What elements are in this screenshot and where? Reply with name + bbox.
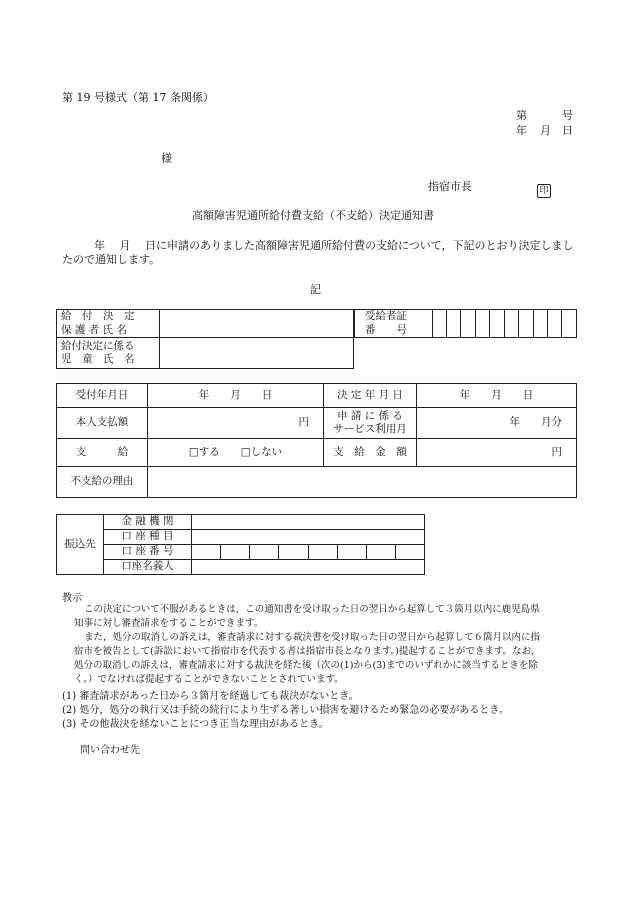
service-month-field[interactable]: 年 月分 <box>417 408 577 439</box>
payment-amount-field[interactable]: 円 <box>417 439 577 467</box>
notice-p2-line1: また，処分の取消しの訴えは，審査請求に対する裁決書を受け取った日の翌日から起算して６箇月以内に指 <box>84 632 541 643</box>
child-name-field[interactable] <box>160 338 354 369</box>
issuer: 指宿市長 <box>428 180 472 193</box>
recipient-table <box>56 309 354 369</box>
intro-line-2: たので通知します。 <box>62 253 161 266</box>
service-month-label: 申 請 に 係 る サービス利用月 <box>324 408 417 439</box>
child-name-label: 給付決定に係る 児 童 氏 名 <box>57 338 160 369</box>
date-day: 日 <box>562 124 573 137</box>
account-digit[interactable] <box>337 545 366 560</box>
account-digit[interactable] <box>308 545 337 560</box>
notice-p1-line2: 知事に対し審査請求をすることができます。 <box>74 618 264 629</box>
decision-date-field[interactable]: 年 月 日 <box>417 384 577 408</box>
certificate-digit[interactable] <box>533 310 547 338</box>
certificate-digit[interactable] <box>562 310 577 338</box>
certificate-digit[interactable] <box>504 310 518 338</box>
account-digit[interactable] <box>366 545 395 560</box>
receipt-date-label: 受付年月日 <box>57 384 148 408</box>
notice-item-2: (2) 処分，処分の執行又は手続の続行により生ずる著しい損害を避けるため緊急の必要があるとき。 <box>62 705 509 716</box>
self-payment-label: 本人支払額 <box>57 408 148 439</box>
intro-line-1: 年 月 日に申請のありました高額障害児通所給付費の支給について，下記のとおり決定しまし <box>94 239 574 252</box>
account-digit[interactable] <box>221 545 250 560</box>
certificate-digit[interactable] <box>548 310 562 338</box>
doc-number-suffix: 号 <box>562 109 573 122</box>
payment-amount-label: 支 給 金 額 <box>324 439 417 467</box>
transfer-label: 振込先 <box>57 515 104 575</box>
seal-mark <box>537 178 551 198</box>
payment-label: 支 給 <box>57 439 148 467</box>
notice-p2-line2: 宿市を被告として(訴訟において指宿市を代表する者は指宿市長となります。)提起することができます。なお， <box>74 646 541 657</box>
date-month: 月 <box>540 124 551 137</box>
account-holder-field[interactable] <box>192 560 425 575</box>
document-title: 高額障害児通所給付費支給（不支給）決定通知書 <box>192 209 434 222</box>
receipt-date-field[interactable]: 年 月 日 <box>148 384 324 408</box>
notice-p2-line4: く。）でなければ提起することができないこととされています。 <box>74 674 344 685</box>
notice-item-3: (3) その他裁決を経ないことにつき正当な理由があるとき。 <box>62 719 329 730</box>
account-digit[interactable] <box>250 545 279 560</box>
certificate-number-label: 受給者証 番 号 <box>355 310 433 338</box>
decision-date-label: 決 定 年 月 日 <box>324 384 417 408</box>
account-digit[interactable] <box>279 545 308 560</box>
decision-table <box>56 383 577 498</box>
guardian-name-field[interactable] <box>160 310 354 338</box>
non-payment-reason-label: 不支給の理由 <box>57 467 148 498</box>
certificate-digit[interactable] <box>461 310 475 338</box>
doc-number-prefix: 第 <box>516 109 527 122</box>
account-holder-label: 口座名義人 <box>104 560 192 575</box>
seal-icon: 印 <box>537 184 551 198</box>
bank-field[interactable] <box>192 515 425 530</box>
transfer-table <box>56 514 425 575</box>
certificate-digit[interactable] <box>446 310 460 338</box>
ki-label: 記 <box>310 283 321 296</box>
notice-p2-line3: 処分の取消しの訴えは，審査請求に対する裁決を経た後（次の(1)から(3)までのいずれかに該当するときを除 <box>74 660 538 671</box>
account-type-field[interactable] <box>192 530 425 545</box>
account-digit[interactable] <box>395 545 424 560</box>
account-number-label: 口 座 番 号 <box>104 545 192 560</box>
notice-p1-line1: この決定について不服があるときは，この通知書を受け取った日の翌日から起算して３箇月以内に鹿児島県 <box>84 604 540 615</box>
addressee-suffix: 様 <box>161 152 172 165</box>
certificate-digit[interactable] <box>475 310 489 338</box>
account-type-label: 口 座 種 目 <box>104 530 192 545</box>
contact-label: 問い合わせ先 <box>80 745 140 756</box>
form-number: 第 19 号様式（第 17 条関係） <box>62 91 214 104</box>
date-year: 年 <box>516 124 527 137</box>
guardian-name-label: 給 付 決 定 保 護 者 氏 名 <box>57 310 160 338</box>
payment-options[interactable]: □する □しない <box>148 439 324 467</box>
certificate-digit[interactable] <box>519 310 533 338</box>
self-payment-field[interactable]: 円 <box>148 408 324 439</box>
notice-heading: 教示 <box>62 593 82 604</box>
bank-label: 金 融 機 関 <box>104 515 192 530</box>
certificate-digit[interactable] <box>490 310 504 338</box>
certificate-table <box>354 309 577 338</box>
non-payment-reason-field[interactable] <box>148 467 577 498</box>
notice-item-1: (1) 審査請求があった日から３箇月を経過しても裁決がないとき。 <box>62 691 359 702</box>
account-digit[interactable] <box>192 545 221 560</box>
certificate-digit[interactable] <box>432 310 446 338</box>
